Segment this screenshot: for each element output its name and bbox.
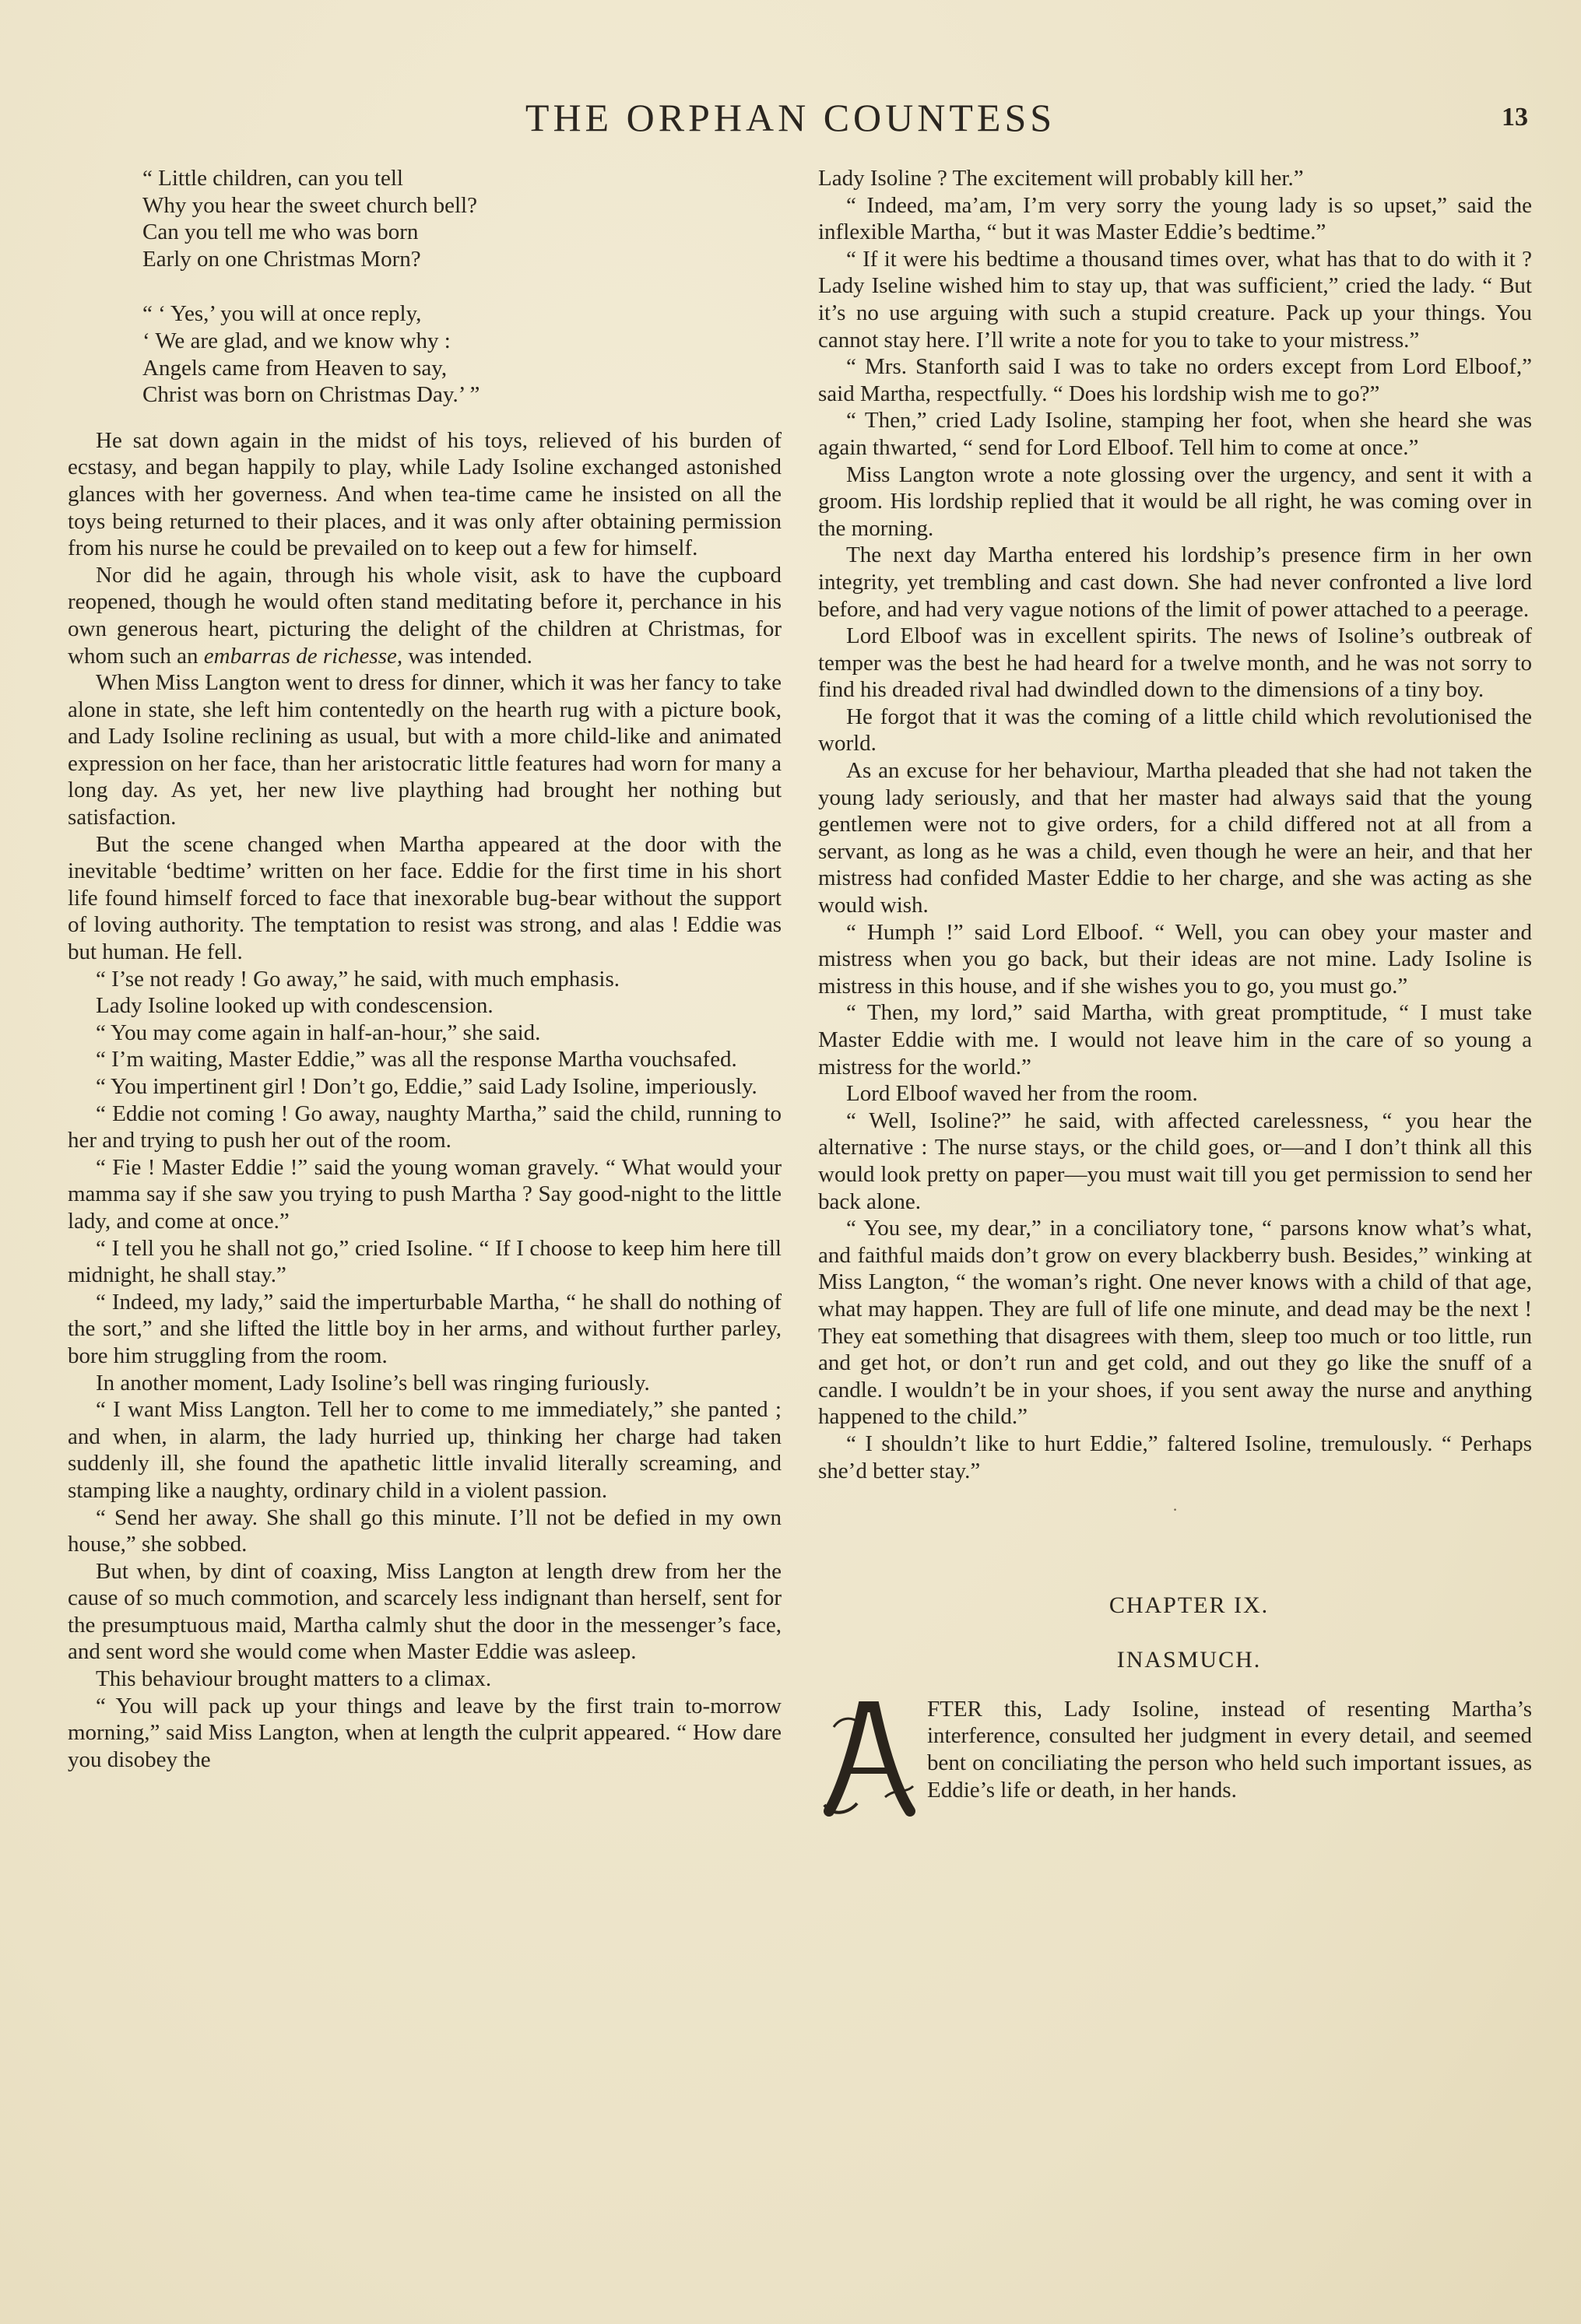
verse-line: Why you hear the sweet church bell? [142, 192, 477, 218]
right-column [818, 165, 1532, 1817]
italic-phrase: embarras de richesse, [203, 643, 403, 669]
chapter-paragraph: FTER this, Lady Isoline, instead of resenting Martha’s interference, consulted her judgment in every detail, and seemed bent on conciliating the person who held such important issues, as Eddie’s life or death, in her hands. [927, 1696, 1532, 1803]
paragraph: But when, by dint of coaxing, Miss Langton at length drew from her the cause of so much commotion, and scarcely less indignant than herself, sent for the presumptuous maid, Martha calmly shut the door in the messenger’s face, and sent word she would come when Master Eddie was asleep. [68, 1558, 782, 1665]
paragraph: “ Indeed, my lady,” said the imperturbable Martha, “ he shall do nothing of the sort,” and she lifted the little boy in her arms, and without further parley, bore him struggling from the room. [68, 1289, 782, 1368]
paragraph: But the scene changed when Martha appeared at the door with the inevitable ‘bedtime’ written on her face. Eddie for the first time in his short life found himself forced to face that inexorable bug-bear without the support of loving authority. The temptation to resist was strong, and alas ! Eddie was but human. He fell. [68, 831, 782, 965]
paragraph: “ Indeed, ma’am, I’m very sorry the young lady is so upset,” said the inflexible Martha, “ but it was Master Eddie’s bedtime.” [818, 192, 1532, 245]
verse-line: “ Little children, can you tell [142, 166, 403, 191]
running-title: THE ORPHAN COUNTESS [525, 96, 1056, 139]
paragraph: “ Well, Isoline?” he said, with affected carelessness, “ you hear the alternative : The nurse stays, or the child goes, or—and I don’t think all this would look pretty on paper—you must wait till you get permission to send her back alone. [818, 1108, 1532, 1214]
verse-line: Early on one Christmas Morn? [142, 246, 421, 272]
paragraph: “ I tell you he shall not go,” cried Isoline. “ If I choose to keep him here till midnight, he shall stay.” [68, 1235, 782, 1288]
paragraph: Lord Elboof was in excellent spirits. The news of Isoline’s outbreak of temper was the best he had heard for a twelve month, and he was not sorry to find his dreaded rival had dwindled down to the dimensions of a tiny boy. [818, 623, 1532, 703]
paragraph: “ You may come again in half-an-hour,” she said. [96, 1020, 541, 1045]
paragraph: In another moment, Lady Isoline’s bell was ringing furiously. [96, 1370, 650, 1395]
paragraph: “ Eddie not coming ! Go away, naughty Martha,” said the child, running to her and trying to push her out of the room. [68, 1101, 782, 1153]
verse-line: Christ was born on Christmas Day.’ ” [142, 382, 480, 408]
verse-line: ‘ We are glad, and we know why : [142, 328, 451, 353]
verse-line: “ ‘ Yes,’ you will at once reply, [142, 301, 422, 327]
paragraph: He sat down again in the midst of his toys, relieved of his burden of ecstasy, and began happily to play, while Lady Isoline exchanged astonished glances with her governess. And when tea-time came he insisted on all the toys being returned to their places, and it was only after obtaining permission from his nurse he could be prevailed on to keep out a few for himself. [68, 427, 782, 561]
paragraph: “ You see, my dear,” in a conciliatory tone, “ parsons know what’s what, and faithful maids don’t grow on every blackberry bush. Besides,” winking at Miss Langton, “ the woman’s right. One never knows with a child of that age, what may happen. They are full of life one minute, and dead may be the next ! They eat something that disagrees with them, sleep too much or too little, run and get hot, or don’t run and get cold, and out they go like the snuff of a candle. I wouldn’t be in your shoes, if you sent away the nurse and anything happened to the child.” [818, 1216, 1532, 1430]
paragraph: “ Humph !” said Lord Elboof. “ Well, you can obey your master and mistress when you go back, but their ideas are not mine. Lady Isoline is mistress in this house, and if she wishes you to go, you must go.” [818, 919, 1532, 999]
chapter-heading: CHAPTER IX. [1108, 1592, 1270, 1618]
paragraph: The next day Martha entered his lordship’s presence firm in her own integrity, yet trembling and cast down. She had never confronted a live lord before, and had very vague notions of the limit of power attached to a peerage. [818, 542, 1532, 622]
verse-stanza-2 [142, 300, 782, 408]
paragraph: Lady Isoline looked up with condescension. [96, 993, 494, 1019]
paragraph: “ I’m waiting, Master Eddie,” was all the response Martha vouchsafed. [96, 1047, 737, 1072]
paragraph [68, 562, 782, 669]
paragraph: “ Then,” cried Lady Isoline, stamping her foot, when she heard she was again thwarted, “ send for Lord Elboof. Tell him to come at once.” [818, 408, 1532, 460]
verse-stanza-1 [142, 165, 782, 272]
paragraph: Lady Isoline ? The excitement will probably kill her.” [818, 166, 1304, 191]
paragraph: “ You impertinent girl ! Don’t go, Eddie,” said Lady Isoline, imperiously. [96, 1074, 757, 1099]
paragraph: This behaviour brought matters to a climax. [96, 1666, 492, 1692]
paragraph: “ You will pack up your things and leave by the first train to-morrow morning,” said Miss Langton, when at length the culprit appeared. “ How dare you disobey the [68, 1693, 782, 1772]
paragraph: He forgot that it was the coming of a little child which revolutionised the world. [818, 704, 1532, 757]
paragraph: “ Send her away. She shall go this minute. I’ll not be defied in my own house,” she sobbed. [68, 1504, 782, 1557]
paragraph: “ I shouldn’t like to hurt Eddie,” faltered Isoline, tremulously. “ Perhaps she’d better stay.” [818, 1431, 1532, 1483]
paragraph: “ Fie ! Master Eddie !” said the young woman gravely. “ What would your mamma say if she saw you trying to push Martha ? Say good-night to the little lady, and come at once.” [68, 1154, 782, 1234]
verse-line: Angels came from Heaven to say, [142, 355, 448, 381]
drop-cap-icon [818, 1696, 918, 1817]
chapter-opening [818, 1696, 1532, 1803]
left-column [68, 165, 782, 1773]
paragraph: When Miss Langton went to dress for dinner, which it was her fancy to take alone in state, she left him contentedly on the hearth rug with a picture book, and Lady Isoline reclining as usual, but with a more child-like and animated expression on her face, than her aristocratic little features had worn for many a long day. As yet, her new live plaything had brought her nothing but satisfaction. [68, 670, 782, 830]
paragraph: Miss Langton wrote a note glossing over the urgency, and sent it with a groom. His lordship replied that it would be all right, he was coming over in the morning. [818, 462, 1532, 541]
paragraph: “ If it were his bedtime a thousand times over, what has that to do with it ? Lady Iseline wished him to stay up, that was sufficient,” cried the lady. “ But it’s no use arguing with such a stupid creature. Pack up your things. You cannot stay here. I’ll write a note for you to take to your mistress.” [818, 246, 1532, 353]
paragraph: “ Mrs. Stanforth said I was to take no orders except from Lord Elboof,” said Martha, respectfully. “ Does his lordship wish me to go?” [818, 354, 1532, 406]
section-ornament-icon: · [1172, 1500, 1179, 1520]
paragraph: Lord Elboof waved her from the room. [846, 1081, 1198, 1107]
paragraph: “ Then, my lord,” said Martha, with great promptitude, “ I must take Master Eddie with me. I would not leave him in the care of so young a mistress for the world.” [818, 1000, 1532, 1080]
drop-cap-letter-icon [818, 1696, 918, 1817]
page-number: 13 [1502, 103, 1528, 132]
chapter-title: INASMUCH. [1116, 1647, 1262, 1673]
text-run: Nor did he again, through his whole visit, ask to have the cupboard reopened, though he would often stand meditating before it, perchance in his own generous heart, picturing the delight of the children at Christmas, for whom such an [68, 562, 782, 669]
paragraph: “ I want Miss Langton. Tell her to come to me immediately,” she panted ; and when, in alarm, the lady hurried up, thinking her charge had taken suddenly ill, she found the apathetic little invalid literally screaming, and stamping like a naughty, ordinary child in a violent passion. [68, 1397, 782, 1503]
paragraph: “ I’se not ready ! Go away,” he said, with much emphasis. [96, 966, 620, 992]
verse-line: Can you tell me who was born [142, 219, 419, 245]
paragraph: As an excuse for her behaviour, Martha pleaded that she had not taken the young lady seriously, and that her master had always said that the young gentlemen were not to give orders, for a child differed not at all from a servant, as long as he was a child, even though he were an heir, and that her mistress had confided Master Eddie to her charge, and she was acting as she would wish. [818, 758, 1532, 918]
text-run: was intended. [402, 643, 532, 669]
